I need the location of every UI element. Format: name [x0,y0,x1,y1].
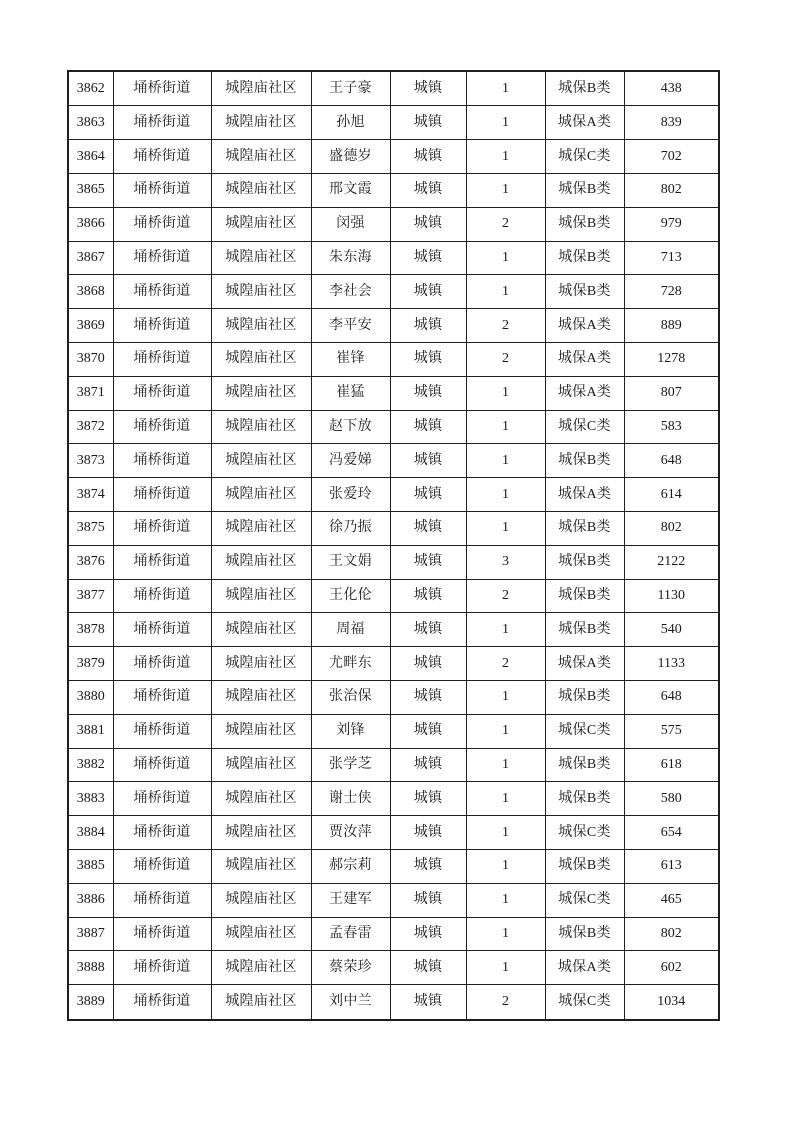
cell-person-count: 2 [466,647,545,681]
cell-person-count: 2 [466,207,545,241]
cell-row-id: 3873 [68,444,113,478]
cell-person-count: 1 [466,71,545,106]
cell-community: 城隍庙社区 [211,613,311,647]
cell-residence-type: 城镇 [390,174,466,208]
table-row [68,985,719,1020]
cell-person-count: 1 [466,444,545,478]
cell-community: 城隍庙社区 [211,816,311,850]
cell-category: 城保B类 [545,71,624,106]
cell-community: 城隍庙社区 [211,207,311,241]
cell-person-count: 1 [466,174,545,208]
cell-category: 城保B类 [545,579,624,613]
cell-row-id: 3865 [68,174,113,208]
table-row [68,140,719,174]
cell-amount: 979 [624,207,719,241]
cell-row-id: 3878 [68,613,113,647]
cell-street: 埇桥街道 [113,343,211,377]
cell-row-id: 3888 [68,951,113,985]
cell-street: 埇桥街道 [113,410,211,444]
cell-community: 城隍庙社区 [211,951,311,985]
cell-residence-type: 城镇 [390,782,466,816]
cell-category: 城保C类 [545,816,624,850]
cell-category: 城保A类 [545,309,624,343]
cell-category: 城保C类 [545,883,624,917]
cell-row-id: 3885 [68,849,113,883]
cell-row-id: 3874 [68,478,113,512]
table-row [68,782,719,816]
table-row [68,883,719,917]
cell-residence-type: 城镇 [390,613,466,647]
cell-amount: 602 [624,951,719,985]
table-row [68,343,719,377]
cell-street: 埇桥街道 [113,579,211,613]
table-row [68,579,719,613]
cell-community: 城隍庙社区 [211,917,311,951]
cell-category: 城保A类 [545,478,624,512]
cell-residence-type: 城镇 [390,816,466,850]
record-table [67,70,720,1021]
cell-person-count: 1 [466,376,545,410]
cell-amount: 1130 [624,579,719,613]
cell-name: 王子豪 [311,71,390,106]
cell-street: 埇桥街道 [113,444,211,478]
cell-name: 赵下放 [311,410,390,444]
cell-person-count: 2 [466,985,545,1020]
cell-name: 邢文霞 [311,174,390,208]
cell-street: 埇桥街道 [113,849,211,883]
cell-category: 城保B类 [545,680,624,714]
cell-street: 埇桥街道 [113,816,211,850]
cell-row-id: 3887 [68,917,113,951]
cell-name: 王文娟 [311,545,390,579]
cell-category: 城保C类 [545,714,624,748]
cell-person-count: 2 [466,579,545,613]
cell-amount: 807 [624,376,719,410]
cell-person-count: 1 [466,613,545,647]
cell-category: 城保B类 [545,207,624,241]
cell-residence-type: 城镇 [390,917,466,951]
cell-community: 城隍庙社区 [211,343,311,377]
cell-amount: 613 [624,849,719,883]
cell-community: 城隍庙社区 [211,680,311,714]
cell-community: 城隍庙社区 [211,444,311,478]
cell-person-count: 1 [466,140,545,174]
cell-residence-type: 城镇 [390,140,466,174]
cell-name: 盛德岁 [311,140,390,174]
cell-name: 谢士侠 [311,782,390,816]
cell-name: 崔锋 [311,343,390,377]
cell-community: 城隍庙社区 [211,410,311,444]
cell-residence-type: 城镇 [390,985,466,1020]
cell-row-id: 3868 [68,275,113,309]
table-row [68,816,719,850]
table-row [68,714,719,748]
cell-name: 崔猛 [311,376,390,410]
cell-name: 刘中兰 [311,985,390,1020]
cell-row-id: 3866 [68,207,113,241]
table-row [68,241,719,275]
cell-category: 城保A类 [545,106,624,140]
table-row [68,71,719,106]
cell-person-count: 1 [466,782,545,816]
cell-name: 朱东海 [311,241,390,275]
cell-street: 埇桥街道 [113,376,211,410]
cell-amount: 618 [624,748,719,782]
table-row [68,410,719,444]
cell-community: 城隍庙社区 [211,647,311,681]
cell-person-count: 2 [466,309,545,343]
cell-residence-type: 城镇 [390,275,466,309]
cell-street: 埇桥街道 [113,613,211,647]
cell-street: 埇桥街道 [113,241,211,275]
cell-amount: 583 [624,410,719,444]
cell-amount: 702 [624,140,719,174]
cell-community: 城隍庙社区 [211,71,311,106]
cell-name: 徐乃振 [311,512,390,546]
cell-residence-type: 城镇 [390,207,466,241]
cell-category: 城保B类 [545,174,624,208]
cell-amount: 1034 [624,985,719,1020]
cell-community: 城隍庙社区 [211,849,311,883]
cell-street: 埇桥街道 [113,478,211,512]
cell-name: 蔡荣珍 [311,951,390,985]
cell-person-count: 1 [466,951,545,985]
cell-amount: 580 [624,782,719,816]
cell-name: 李平安 [311,309,390,343]
cell-community: 城隍庙社区 [211,512,311,546]
cell-category: 城保B类 [545,748,624,782]
cell-name: 闵强 [311,207,390,241]
cell-amount: 648 [624,444,719,478]
cell-amount: 575 [624,714,719,748]
cell-community: 城隍庙社区 [211,140,311,174]
cell-community: 城隍庙社区 [211,174,311,208]
cell-street: 埇桥街道 [113,680,211,714]
table-row [68,275,719,309]
cell-residence-type: 城镇 [390,951,466,985]
cell-row-id: 3867 [68,241,113,275]
cell-person-count: 1 [466,680,545,714]
table-row [68,545,719,579]
cell-name: 王建军 [311,883,390,917]
cell-street: 埇桥街道 [113,917,211,951]
cell-person-count: 1 [466,241,545,275]
cell-street: 埇桥街道 [113,545,211,579]
cell-row-id: 3881 [68,714,113,748]
cell-amount: 648 [624,680,719,714]
cell-row-id: 3862 [68,71,113,106]
cell-amount: 839 [624,106,719,140]
cell-street: 埇桥街道 [113,140,211,174]
cell-row-id: 3877 [68,579,113,613]
cell-row-id: 3886 [68,883,113,917]
cell-street: 埇桥街道 [113,106,211,140]
cell-residence-type: 城镇 [390,647,466,681]
cell-amount: 1133 [624,647,719,681]
cell-name: 王化伦 [311,579,390,613]
cell-name: 贾汝萍 [311,816,390,850]
cell-community: 城隍庙社区 [211,985,311,1020]
cell-community: 城隍庙社区 [211,782,311,816]
cell-amount: 728 [624,275,719,309]
cell-person-count: 1 [466,816,545,850]
cell-category: 城保B类 [545,512,624,546]
cell-category: 城保B类 [545,782,624,816]
cell-residence-type: 城镇 [390,309,466,343]
cell-street: 埇桥街道 [113,71,211,106]
cell-name: 张学芝 [311,748,390,782]
cell-residence-type: 城镇 [390,106,466,140]
cell-community: 城隍庙社区 [211,748,311,782]
cell-row-id: 3869 [68,309,113,343]
cell-category: 城保B类 [545,241,624,275]
cell-community: 城隍庙社区 [211,478,311,512]
cell-residence-type: 城镇 [390,545,466,579]
cell-category: 城保B类 [545,849,624,883]
table-row [68,309,719,343]
cell-amount: 713 [624,241,719,275]
cell-row-id: 3884 [68,816,113,850]
cell-name: 冯爱娣 [311,444,390,478]
cell-community: 城隍庙社区 [211,376,311,410]
cell-person-count: 1 [466,849,545,883]
cell-row-id: 3882 [68,748,113,782]
cell-residence-type: 城镇 [390,680,466,714]
cell-amount: 465 [624,883,719,917]
table-row [68,174,719,208]
cell-amount: 802 [624,917,719,951]
cell-person-count: 1 [466,512,545,546]
cell-category: 城保C类 [545,140,624,174]
cell-category: 城保B类 [545,613,624,647]
cell-residence-type: 城镇 [390,478,466,512]
cell-category: 城保B类 [545,444,624,478]
table-row [68,647,719,681]
cell-person-count: 1 [466,106,545,140]
cell-row-id: 3883 [68,782,113,816]
table-row [68,444,719,478]
cell-name: 孟春雷 [311,917,390,951]
cell-amount: 614 [624,478,719,512]
cell-residence-type: 城镇 [390,343,466,377]
cell-row-id: 3864 [68,140,113,174]
cell-street: 埇桥街道 [113,951,211,985]
cell-residence-type: 城镇 [390,714,466,748]
cell-category: 城保A类 [545,647,624,681]
cell-row-id: 3879 [68,647,113,681]
cell-residence-type: 城镇 [390,883,466,917]
cell-person-count: 1 [466,275,545,309]
cell-community: 城隍庙社区 [211,275,311,309]
cell-person-count: 1 [466,748,545,782]
table-row [68,613,719,647]
cell-residence-type: 城镇 [390,410,466,444]
cell-name: 孙旭 [311,106,390,140]
table-row [68,917,719,951]
table-row [68,680,719,714]
cell-category: 城保B类 [545,545,624,579]
cell-street: 埇桥街道 [113,309,211,343]
cell-row-id: 3880 [68,680,113,714]
table-row [68,849,719,883]
cell-row-id: 3870 [68,343,113,377]
cell-category: 城保A类 [545,343,624,377]
cell-row-id: 3876 [68,545,113,579]
cell-name: 郝宗莉 [311,849,390,883]
cell-residence-type: 城镇 [390,512,466,546]
cell-person-count: 1 [466,714,545,748]
cell-name: 周福 [311,613,390,647]
cell-name: 尤畔东 [311,647,390,681]
cell-name: 刘锋 [311,714,390,748]
cell-person-count: 3 [466,545,545,579]
cell-community: 城隍庙社区 [211,309,311,343]
cell-row-id: 3863 [68,106,113,140]
cell-street: 埇桥街道 [113,275,211,309]
cell-residence-type: 城镇 [390,241,466,275]
cell-person-count: 2 [466,343,545,377]
table-row [68,207,719,241]
cell-residence-type: 城镇 [390,71,466,106]
cell-street: 埇桥街道 [113,985,211,1020]
cell-community: 城隍庙社区 [211,579,311,613]
record-table-body [68,71,719,1020]
cell-residence-type: 城镇 [390,579,466,613]
cell-amount: 1278 [624,343,719,377]
cell-street: 埇桥街道 [113,647,211,681]
cell-street: 埇桥街道 [113,748,211,782]
cell-row-id: 3889 [68,985,113,1020]
cell-community: 城隍庙社区 [211,545,311,579]
cell-row-id: 3875 [68,512,113,546]
cell-category: 城保B类 [545,917,624,951]
cell-amount: 2122 [624,545,719,579]
cell-street: 埇桥街道 [113,174,211,208]
table-row [68,951,719,985]
table-row [68,478,719,512]
cell-residence-type: 城镇 [390,748,466,782]
cell-amount: 654 [624,816,719,850]
cell-residence-type: 城镇 [390,376,466,410]
cell-residence-type: 城镇 [390,849,466,883]
cell-community: 城隍庙社区 [211,106,311,140]
cell-street: 埇桥街道 [113,782,211,816]
cell-person-count: 1 [466,410,545,444]
cell-amount: 540 [624,613,719,647]
cell-category: 城保B类 [545,275,624,309]
cell-person-count: 1 [466,478,545,512]
cell-street: 埇桥街道 [113,207,211,241]
cell-name: 李社会 [311,275,390,309]
cell-person-count: 1 [466,883,545,917]
cell-street: 埇桥街道 [113,714,211,748]
cell-amount: 889 [624,309,719,343]
cell-community: 城隍庙社区 [211,883,311,917]
cell-category: 城保C类 [545,985,624,1020]
cell-name: 张治保 [311,680,390,714]
cell-amount: 438 [624,71,719,106]
table-row [68,106,719,140]
cell-amount: 802 [624,512,719,546]
cell-person-count: 1 [466,917,545,951]
cell-residence-type: 城镇 [390,444,466,478]
table-row [68,748,719,782]
cell-category: 城保C类 [545,410,624,444]
cell-community: 城隍庙社区 [211,241,311,275]
table-row [68,376,719,410]
cell-row-id: 3871 [68,376,113,410]
table-row [68,512,719,546]
cell-category: 城保A类 [545,951,624,985]
cell-street: 埇桥街道 [113,883,211,917]
cell-row-id: 3872 [68,410,113,444]
cell-street: 埇桥街道 [113,512,211,546]
cell-community: 城隍庙社区 [211,714,311,748]
cell-category: 城保A类 [545,376,624,410]
cell-name: 张爱玲 [311,478,390,512]
cell-amount: 802 [624,174,719,208]
